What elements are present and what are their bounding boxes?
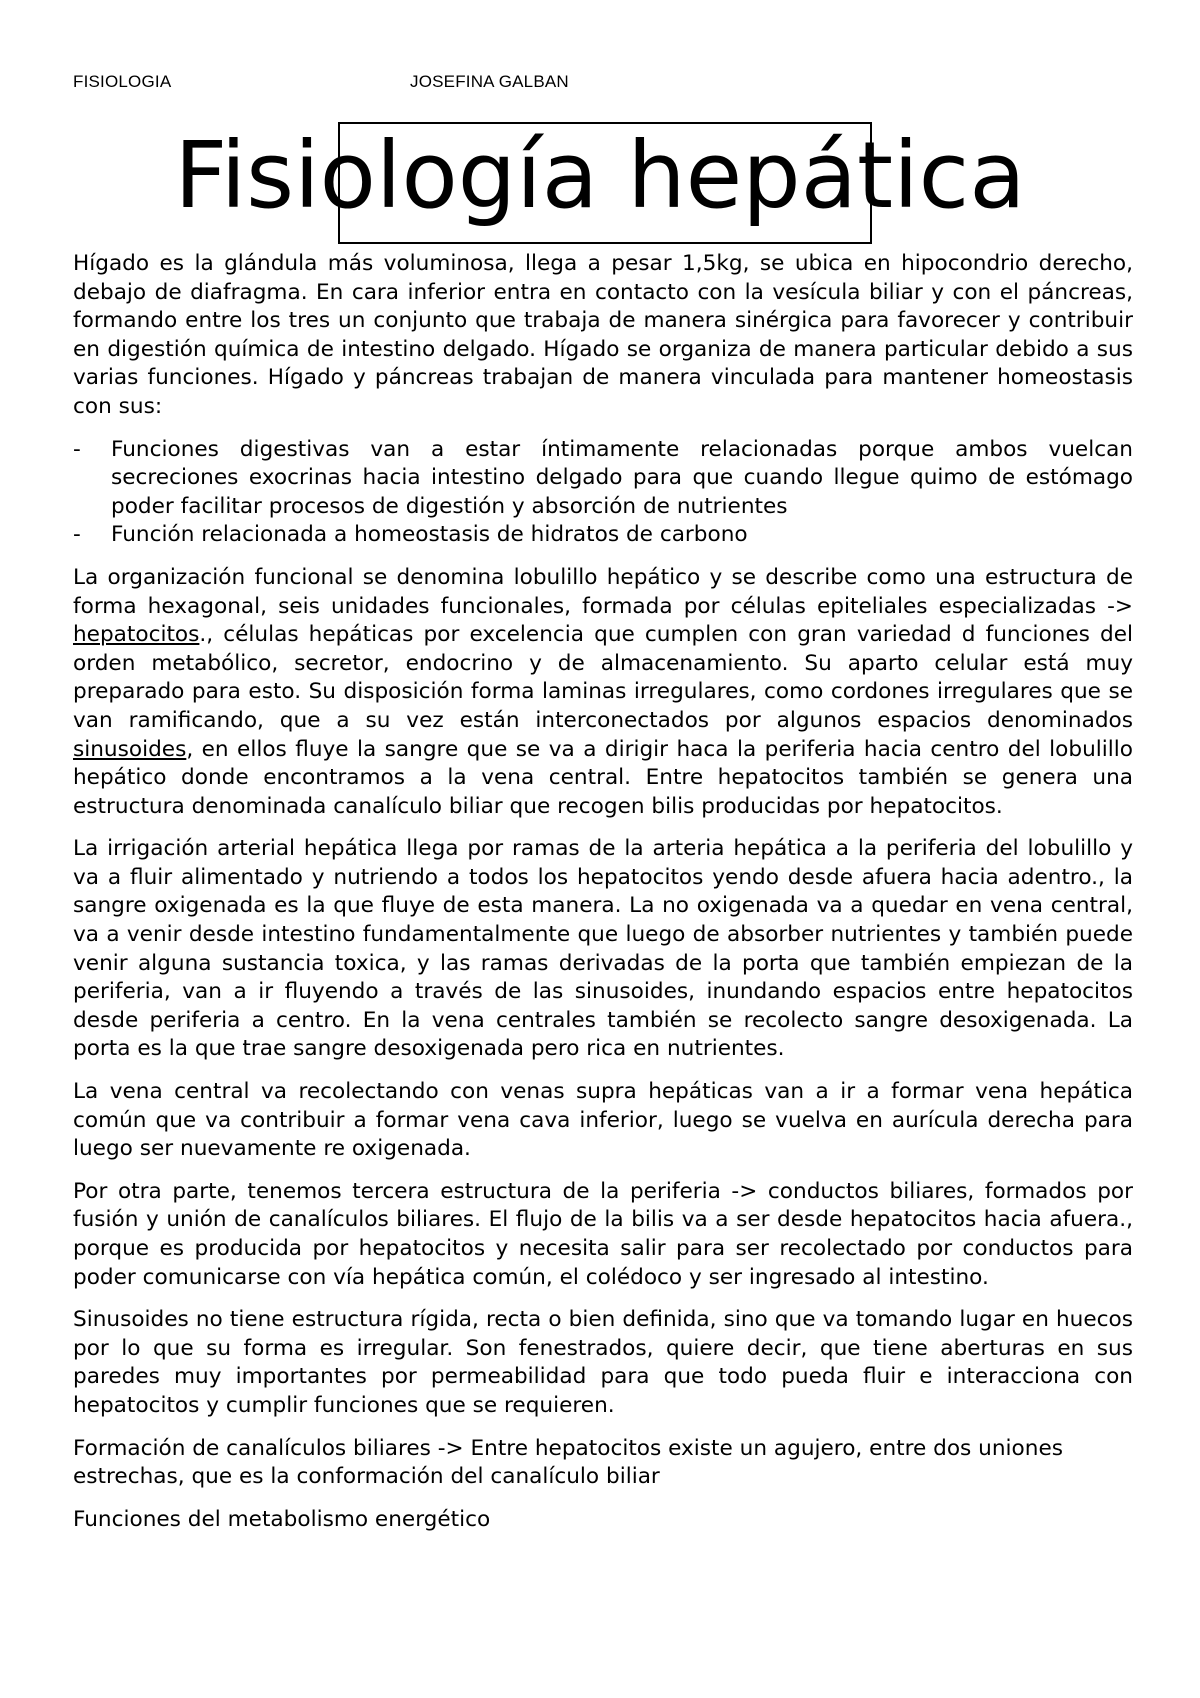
bullet-dash: -	[73, 522, 81, 548]
paragraph-energy-metabolism: Funciones del metabolismo energético	[73, 1506, 491, 1532]
document-body	[73, 250, 1133, 1548]
paragraph-intro: Hígado es la glándula más voluminosa, llega a pesar 1,5kg, se ubica en hipocondrio derecho, debajo de diafragma. En cara inferior entra en contacto con la vesícula biliar y con el páncreas, formando entre los tres un conjunto que trabaja de manera sinérgica para favorecer y contribuir en digestión química de intestino delgado. Hígado se organiza de manera particular debido a sus varias funciones. Hígado y páncreas trabajan de manera vinculada para mantener homeostasis con sus:	[73, 251, 1133, 419]
paragraph-text: La organización funcional se denomina lobulillo hepático y se describe como una estructura de forma hexagonal, seis unidades funcionales, formada por células epiteliales especializadas ->	[73, 564, 1133, 619]
paragraph-central-vein: La vena central va recolectando con venas supra hepáticas van a ir a formar vena hepática común que va contribuir a formar vena cava inferior, luego se vuelva en aurícula derecha para luego ser nuevamente re oxigenada.	[73, 1079, 1133, 1162]
term-hepatocitos: hepatocitos	[73, 622, 200, 648]
header-author: JOSEFINA GALBAN	[410, 72, 569, 91]
paragraph-organization	[73, 564, 1133, 821]
paragraph-canaliculi: Formación de canalículos biliares -> Entre hepatocitos existe un agujero, entre dos uniones estrechas, que es la conformación del canalículo biliar	[73, 1435, 1063, 1490]
paragraph-bile-ducts: Por otra parte, tenemos tercera estructura de la periferia -> conductos biliares, formados por fusión y unión de canalículos biliares. El flujo de la bilis va a ser desde hepatocitos hacia afuera., porque es producida por hepatocitos y necesita salir para ser recolectado por conductos para poder comunicarse con vía hepática común, el colédoco y ser ingresado al intestino.	[73, 1178, 1133, 1290]
paragraph-text: , en ellos fluye la sangre que se va a dirigir haca la periferia hacia centro del lobulillo hepático donde encontramos a la vena central. Entre hepatocitos también se genera una estructura denominada canalículo biliar que recogen bilis producidas por hepatocitos.	[73, 736, 1133, 819]
paragraph-text: ., células hepáticas por excelencia que cumplen con gran variedad d funciones del orden metabólico, secretor, endocrino y de almacenamiento. Su aparto celular está muy preparado para esto. Su disposición forma laminas irregulares, como cordones irregulares que se van ramificando, que a su vez están interconectados por algunos espacios denominados	[73, 622, 1133, 733]
bullet-dash: -	[73, 436, 81, 462]
header-subject: FISIOLOGIA	[73, 72, 172, 91]
paragraph-sinusoids: Sinusoides no tiene estructura rígida, recta o bien definida, sino que va tomando lugar en huecos por lo que su forma es irregular. Son fenestrados, quiere decir, que tiene aberturas en sus paredes muy importantes por permeabilidad para que todo pueda fluir e interacciona con hepatocitos y cumplir funciones que se requieren.	[73, 1307, 1133, 1418]
list-item	[73, 436, 1133, 522]
term-sinusoides: sinusoides	[73, 736, 187, 762]
list-item-text: Funciones digestivas van a estar íntimamente relacionadas porque ambos vuelcan secreciones exocrinas hacia intestino delgado para que cuando llegue quimo de estómago poder facilitar procesos de digestión y absorción de nutrientes	[111, 436, 1133, 519]
list-item-text: Función relacionada a homeostasis de hidratos de carbono	[111, 522, 748, 548]
list-item	[73, 521, 1133, 550]
bullet-list	[73, 436, 1133, 550]
paragraph-irrigation: La irrigación arterial hepática llega por ramas de la arteria hepática a la periferia del lobulillo y va a fluir alimentado y nutriendo a todos los hepatocitos yendo desde afuera hacia adentro., la sangre oxigenada es la que fluye de esta manera. La no oxigenada va a quedar en vena central, va a venir desde intestino fundamentalmente que luego de absorber nutrientes y también puede venir alguna sustancia toxica, y las ramas derivadas de la porta que también empiezan de la periferia, van a ir fluyendo a través de las sinusoides, inundando espacios entre hepatocitos desde periferia a centro. En la vena centrales también se recolecto sangre desoxigenada. La porta es la que trae sangre desoxigenada pero rica en nutrientes.	[73, 836, 1133, 1062]
page-title: Fisiología hepática	[174, 122, 1026, 229]
selection-box	[338, 122, 872, 244]
